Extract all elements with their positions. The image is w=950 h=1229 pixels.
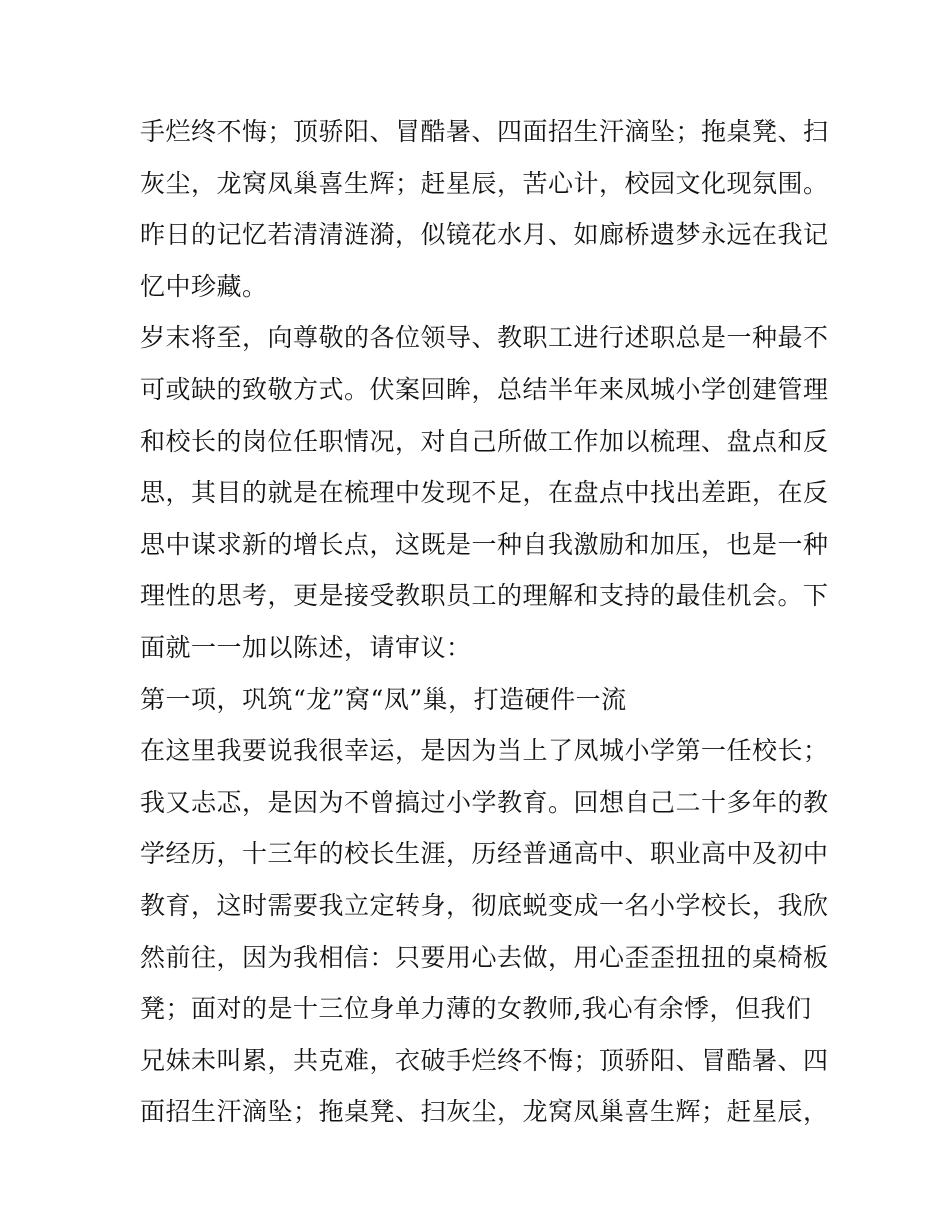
text-line: 我又忐忑，是因为不曾搞过小学教育。回想自己二十多年的教 — [140, 787, 829, 817]
text-line: 在这里我要说我很幸运，是因为当上了凤城小学第一任校长； — [140, 736, 829, 766]
text-line: 手烂终不悔；顶骄阳、冒酷暑、四面招生汗滴坠；拖桌凳、扫 — [140, 117, 829, 146]
text-line: 昨日的记忆若清清涟漪，似镜花水月、如廊桥遗梦永远在我记 — [140, 220, 829, 250]
text-line: 忆中珍藏。 — [140, 271, 268, 301]
text-line: 和校长的岗位任职情况，对自己所做工作加以梳理、盘点和反 — [140, 426, 829, 456]
text-line: 教育，这时需要我立定转身，彻底蜕变成一名小学校长，我欣 — [140, 890, 829, 920]
text-line: 岁末将至，向尊敬的各位领导、教职工进行述职总是一种最不 — [140, 323, 829, 353]
body-text — [140, 106, 829, 1138]
text-line: 面招生汗滴坠；拖桌凳、扫灰尘，龙窝凤巢喜生辉；赶星辰， — [140, 1097, 829, 1127]
text-line: 学经历，十三年的校长生涯，历经普通高中、职业高中及初中 — [140, 839, 829, 869]
text-line: 兄妹未叫累，共克难，衣破手烂终不悔；顶骄阳、冒酷暑、四 — [140, 1045, 829, 1075]
text-line: 思中谋求新的增长点，这既是一种自我激励和加压，也是一种 — [140, 529, 829, 559]
text-line: 理性的思考，更是接受教职员工的理解和支持的最佳机会。下 — [140, 581, 829, 611]
text-line: 面就一一加以陈述，请审议： — [140, 632, 472, 662]
text-line: 凳；面对的是十三位身单力薄的女教师,我心有余悸，但我们 — [140, 994, 812, 1024]
section-heading: 第一项，巩筑“龙”窝“凤”巢，打造硬件一流 — [140, 684, 627, 714]
text-line: 思，其目的就是在梳理中发现不足，在盘点中找出差距，在反 — [140, 478, 829, 508]
text-line: 然前往，因为我相信：只要用心去做，用心歪歪扭扭的桌椅板 — [140, 942, 829, 972]
text-line: 灰尘，龙窝凤巢喜生辉；赶星辰，苦心计，校园文化现氛围。 — [140, 168, 829, 198]
text-line: 可或缺的致敬方式。伏案回眸，总结半年来凤城小学创建管理 — [140, 374, 829, 404]
